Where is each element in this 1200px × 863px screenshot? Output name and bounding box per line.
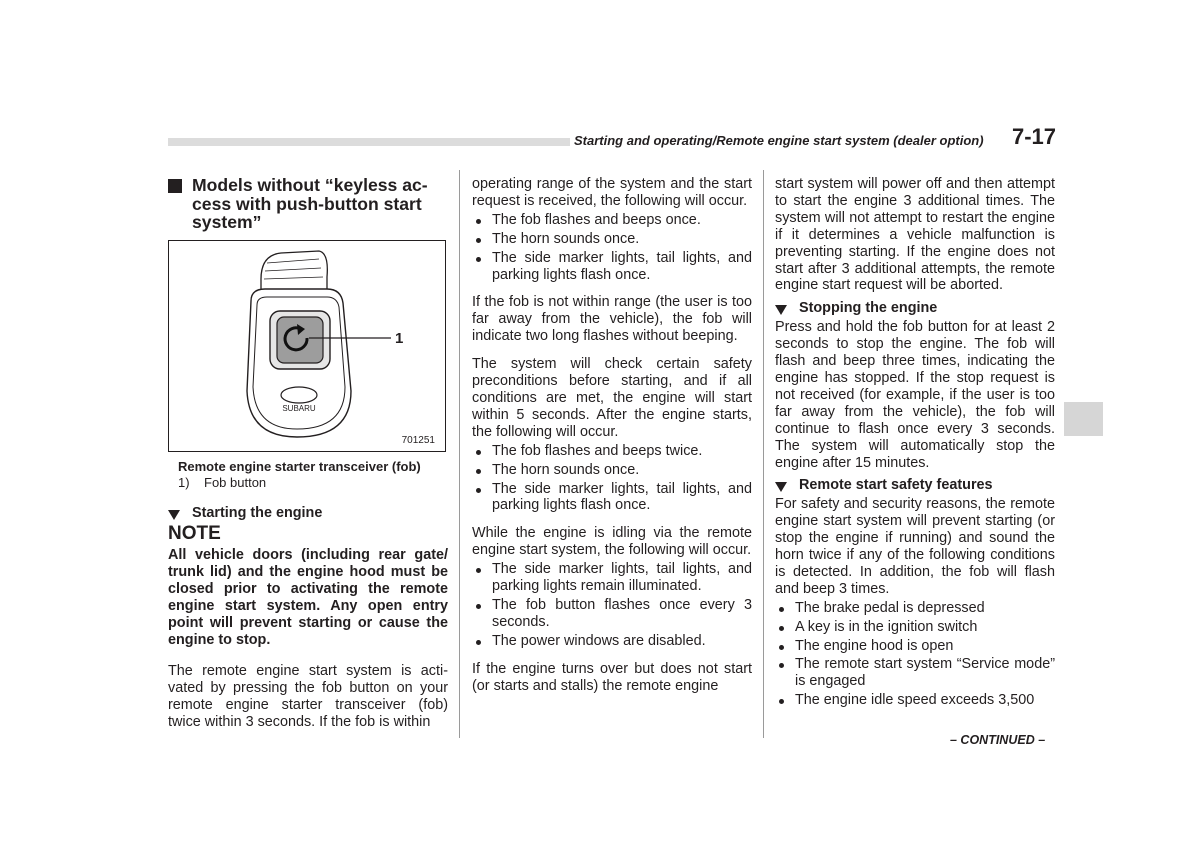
brand-text: SUBARU [282, 403, 316, 413]
note-text: All vehicle doors (including rear gate/ trunk lid) and the engine hood must be closed prior to activating the remote engine start system. Any open entry point will prevent starting or cause the engine to stop. [168, 547, 448, 648]
list-item: The fob button flashes once every 3 seconds. [472, 597, 752, 631]
column-1 [168, 176, 448, 730]
paragraph: If the engine turns over but does not start (or starts and stalls) the remote engine [472, 660, 752, 694]
paragraph: If the fob is not within range (the user is too far away from the vehicle), the fob will indicate two long flashes without beeping. [472, 294, 752, 345]
figure-code: 701251 [401, 434, 435, 446]
paragraph: The remote engine start system is acti-vated by pressing the fob button on your remote engine starter transceiver (fob) twice within 3 seconds. If the fob is within [168, 662, 448, 730]
callout-number: 1 [395, 329, 404, 347]
list-item: The remote start system “Service mode” is engaged [775, 656, 1055, 690]
paragraph: start system will power off and then attempt to start the engine 3 additional times. The system will not attempt to restart the engine if it determines a vehicle malfunction is preventing starting. If the engine does not start after 3 additional attempts, the remote engine start request will be aborted. [775, 176, 1055, 294]
column-divider [763, 170, 764, 738]
list-item: The power windows are disabled. [472, 633, 752, 650]
triangle-bullet-icon [168, 510, 180, 520]
list-item: The fob flashes and beeps twice. [472, 443, 752, 460]
list-item: The side marker lights, tail lights, and parking lights flash once. [472, 250, 752, 284]
square-bullet-icon [168, 179, 182, 193]
list-item: The side marker lights, tail lights, and parking lights remain illuminated. [472, 561, 752, 595]
header-rule [168, 138, 570, 146]
figure-caption: Remote engine starter transceiver (fob) [178, 458, 421, 474]
subheading-stopping: Stopping the engine [775, 300, 1055, 317]
fob-illustration [169, 241, 445, 451]
subheading-starting: Starting the engine [168, 505, 448, 522]
triangle-bullet-icon [775, 482, 787, 492]
triangle-bullet-icon [775, 305, 787, 315]
paragraph: For safety and security reasons, the remote engine start system will prevent starting (or stop the engine if running) and sound the horn twice if any of the following conditions is detected. In addition, the fob will flash and beep 3 times. [775, 496, 1055, 597]
paragraph: The system will check certain safety preconditions before starting, and if all conditions are met, the engine will start within 5 seconds. After the engine starts, the following will occur. [472, 356, 752, 440]
section-title: Starting and operating/Remote engine start system (dealer option) [574, 133, 984, 148]
column-2 [472, 176, 752, 694]
fob-figure [168, 240, 446, 452]
list-item: The fob flashes and beeps once. [472, 212, 752, 229]
list-item: The horn sounds once. [472, 231, 752, 248]
paragraph: Press and hold the fob button for at least 2 seconds to stop the engine. The fob will flash and beep three times, indicating the engine has stopped. If the stop request is not received (for example, if the user is too far away from the vehicle), the fob will continue to flash once every 3 seconds. The system will automatically stop the engine after 15 minutes. [775, 319, 1055, 471]
page-number: 7-17 [1012, 124, 1057, 149]
note-heading: NOTE [168, 523, 221, 545]
subheading-safety: Remote start safety features [775, 477, 1055, 494]
column-3 [775, 176, 1055, 709]
list-item: The side marker lights, tail lights, and parking lights flash once. [472, 481, 752, 515]
chapter-tab [1064, 402, 1103, 436]
paragraph: While the engine is idling via the remote engine start system, the following will occur. [472, 525, 752, 559]
figure-caption-item: 1) Fob button [178, 474, 267, 490]
list-item: A key is in the ignition switch [775, 619, 1055, 636]
list-item: The horn sounds once. [472, 462, 752, 479]
list-item: The brake pedal is depressed [775, 600, 1055, 617]
list-item: The engine idle speed exceeds 3,500 [775, 692, 1055, 709]
paragraph: operating range of the system and the start request is received, the following will occur. [472, 176, 752, 209]
list-item: The engine hood is open [775, 638, 1055, 655]
section-heading: Models without “keyless ac- cess with push-button start system” [168, 176, 448, 232]
column-divider [459, 170, 460, 738]
continued-label: – CONTINUED – [950, 733, 1046, 747]
